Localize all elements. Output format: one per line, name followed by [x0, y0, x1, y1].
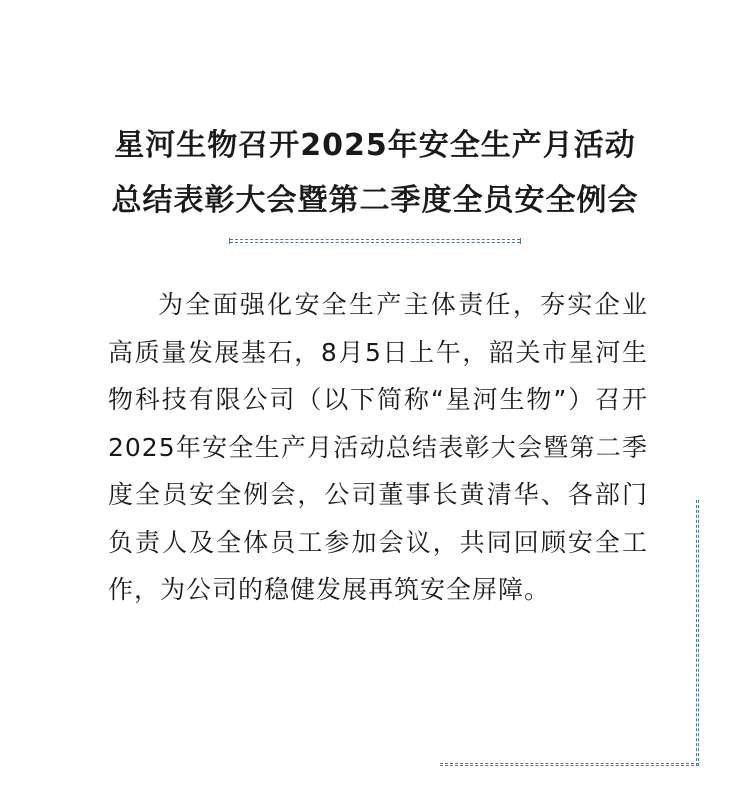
article-title-line-1: 星河生物召开2025年安全生产月活动: [114, 128, 636, 163]
decorative-frame-right: [696, 500, 699, 766]
article-title-line-2: 总结表彰大会暨第二季度全员安全例会: [111, 183, 639, 218]
title-divider: [230, 239, 520, 243]
article-paragraph: 为全面强化安全生产主体责任，夯实企业高质量发展基石，8月5日上午，韶关市星河生物科技有限公司（以下简称“星河生物”）召开2025年安全生产月活动总结表彰大会暨第二季度全员安全例会，公司董事长黄清华、各部门负责人及全体员工参加会议，共同回顾安全工作，为公司的稳健发展再筑安全屏障。: [108, 290, 648, 604]
decorative-frame-bottom: [440, 763, 699, 766]
article-title: [0, 118, 750, 228]
